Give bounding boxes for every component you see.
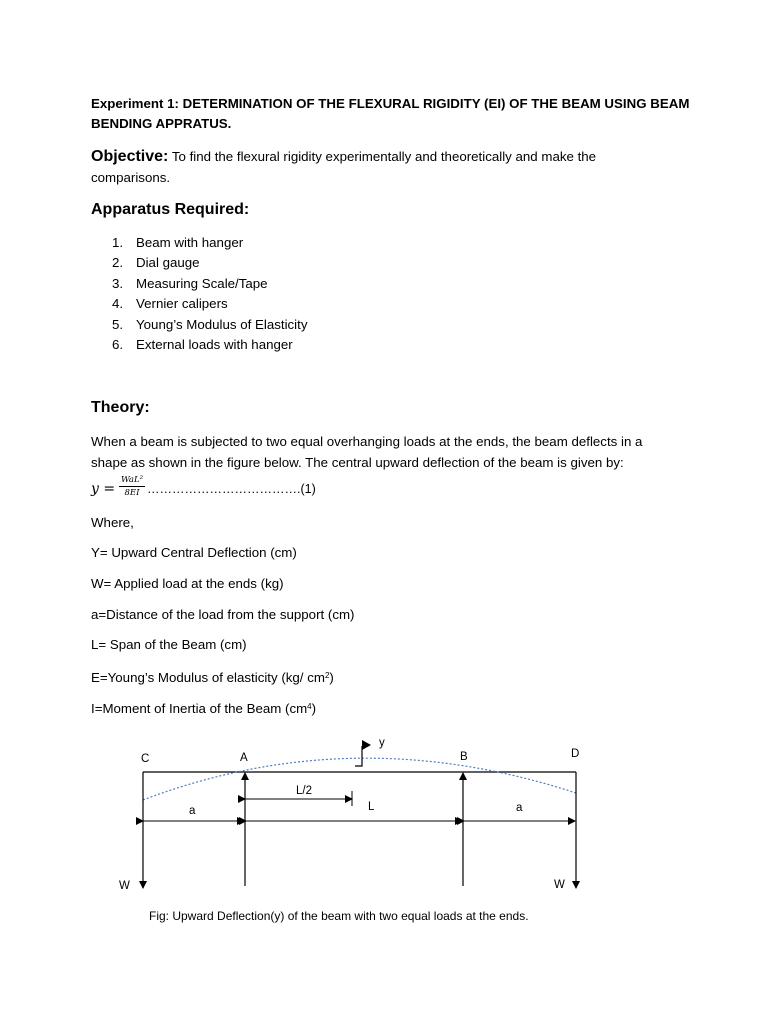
objective-text-line-1: To find the flexural rigidity experimentally and theoretically and make the [171, 149, 597, 164]
list-item-text: Young’s Modulus of Elasticity [136, 316, 308, 332]
list-item-number: 5. [112, 316, 124, 332]
figure-caption: Fig: Upward Deflection(y) of the beam with two equal loads at the ends. [149, 909, 529, 923]
definition-y: Y= Upward Central Deflection (cm) [91, 545, 297, 560]
list-item [112, 233, 307, 253]
definition-w: W= Applied load at the ends (kg) [91, 576, 284, 591]
theory-paragraph [91, 431, 681, 473]
span-label: L [368, 801, 375, 813]
list-item-number: 1. [112, 235, 124, 250]
definition-e-text: E=Young’s Modulus of elasticity (kg/ cm [91, 670, 325, 685]
formula-denominator: 8EI [124, 488, 140, 498]
list-item-number: 2. [112, 255, 124, 271]
list-item-text: Measuring Scale/Tape [136, 275, 268, 291]
deflection-indicator [355, 746, 362, 766]
list-item-number: 4. [112, 296, 124, 312]
point-c-label: C [141, 753, 150, 765]
heading-line-1: Experiment 1: DETERMINATION OF THE FLEXURAL RIGIDITY (EI) OF THE BEAM USING BEAM [91, 96, 690, 111]
point-d-label: D [571, 748, 580, 760]
right-overhang-label: a [516, 802, 523, 814]
definition-e-close: ) [329, 670, 334, 685]
definition-e-superscript: 2 [324, 671, 330, 680]
objective-text-line-2: comparisons. [91, 170, 171, 185]
experiment-heading [91, 94, 691, 134]
definition-l: L= Span of the Beam (cm) [91, 637, 247, 652]
point-b-label: B [460, 751, 468, 763]
theory-paragraph-line-1: When a beam is subjected to two equal overhanging loads at the ends, the beam deflects in a [91, 434, 643, 449]
definition-a: a=Distance of the load from the support (cm) [91, 607, 355, 622]
objective-block [91, 146, 691, 188]
beam-deflection-figure [0, 730, 768, 905]
definition-i [91, 698, 316, 718]
formula-numerator: WaL² [120, 475, 144, 485]
objective-label: Objective: [91, 148, 169, 165]
list-item [112, 315, 307, 335]
formula-equation-number: (1) [300, 482, 316, 496]
apparatus-list [112, 233, 307, 355]
half-span-label: L/2 [296, 785, 312, 797]
definition-i-close: ) [311, 701, 317, 716]
list-item-text: External loads with hanger [136, 337, 293, 353]
where-label: Where, [91, 515, 134, 530]
formula-tail [147, 482, 316, 496]
list-item-text: Vernier calipers [136, 296, 228, 312]
list-item [112, 294, 307, 314]
list-item-text: Dial gauge [136, 255, 200, 271]
definition-i-text: I=Moment of Inertia of the Beam (cm [91, 701, 308, 716]
definition-i-superscript: 4 [307, 702, 312, 711]
formula-dots: ………………………………. [147, 482, 301, 496]
theory-paragraph-line-2: shape as shown in the figure below. The central upward deflection of the beam is given by: [91, 455, 624, 470]
list-item-number: 6. [112, 337, 124, 353]
list-item [112, 335, 307, 355]
formula-lhs: y = [91, 481, 116, 497]
theory-title: Theory: [91, 399, 150, 416]
point-a-label: A [240, 752, 248, 764]
definition-e [91, 667, 334, 687]
list-item-text: Beam with hanger [136, 235, 244, 250]
apparatus-title: Apparatus Required: [91, 201, 250, 218]
list-item-number: 3. [112, 275, 124, 291]
deflected-curve [143, 758, 576, 800]
right-load-label: W [554, 879, 565, 891]
left-load-label: W [119, 880, 130, 892]
left-overhang-label: a [189, 805, 196, 817]
deflection-flag [362, 740, 371, 750]
deflection-y-label: y [379, 737, 385, 749]
heading-line-2: BENDING APPRATUS. [91, 116, 232, 131]
list-item [112, 274, 307, 294]
formula-fraction [119, 474, 145, 499]
list-item [112, 253, 307, 273]
